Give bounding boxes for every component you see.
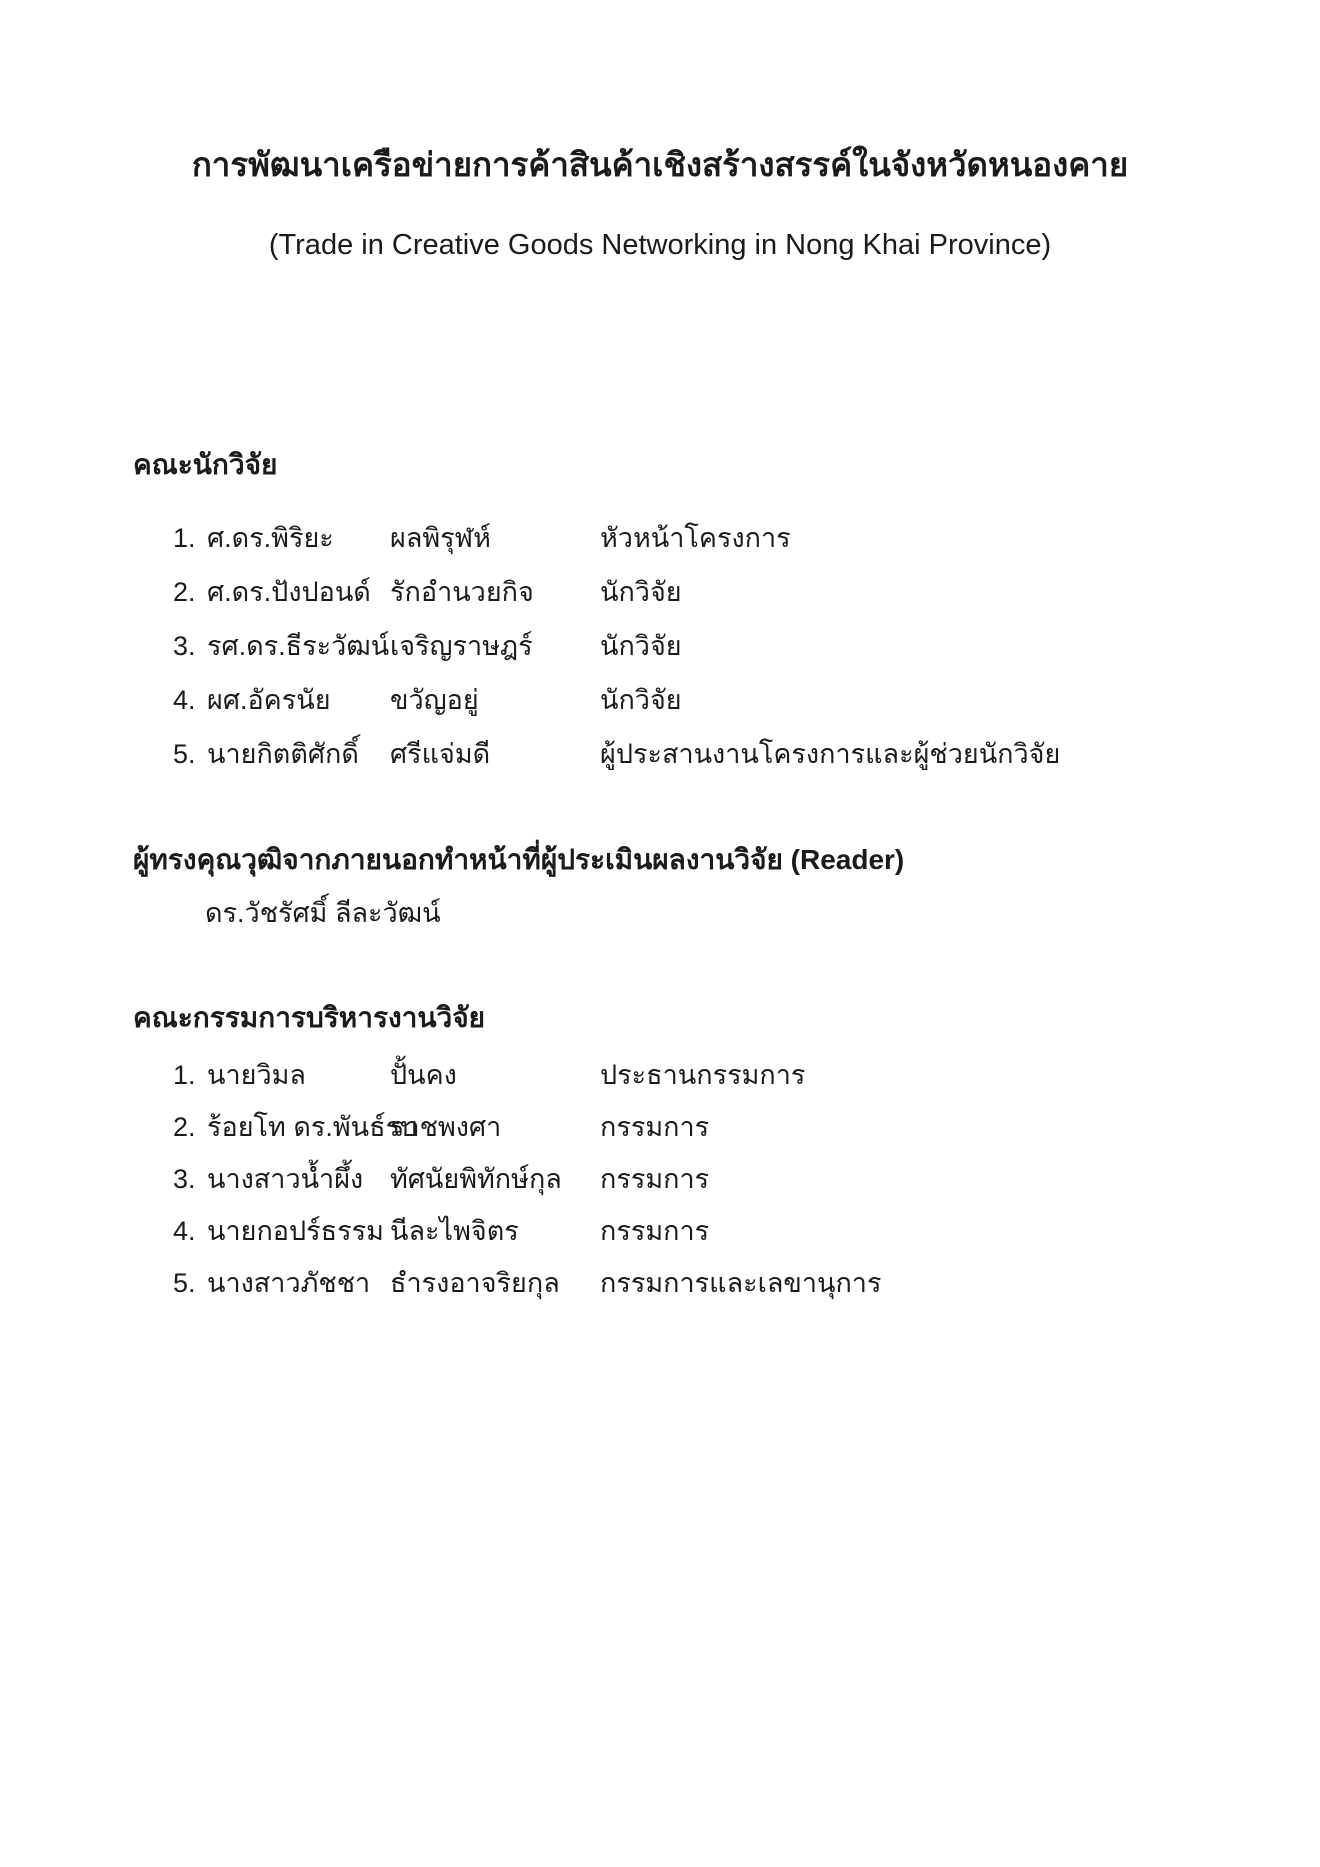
member-first-name: นางสาวภัชชา bbox=[207, 1268, 371, 1298]
row-number: 5. bbox=[173, 739, 196, 769]
research-team-list bbox=[173, 511, 1260, 781]
member-first-name: นายกิตติศักดิ์ bbox=[207, 739, 359, 769]
committee-list bbox=[173, 1049, 1260, 1309]
research-member-row-4 bbox=[173, 673, 1260, 727]
row-number: 1. bbox=[173, 1060, 196, 1090]
document-title-thai: การพัฒนาเครือข่ายการค้าสินค้าเชิงสร้างสรรค์ในจังหวัดหนองคาย bbox=[191, 146, 1129, 183]
member-last-name: เจริญราษฎร์ bbox=[390, 631, 533, 661]
row-number: 2. bbox=[173, 577, 196, 607]
member-role: นักวิจัย bbox=[600, 685, 682, 715]
member-role: กรรมการ bbox=[600, 1164, 710, 1194]
row-number: 5. bbox=[173, 1268, 196, 1298]
member-first-name: ศ.ดร.ปังปอนด์ bbox=[207, 577, 371, 607]
member-role: หัวหน้าโครงการ bbox=[600, 523, 791, 553]
member-role: ผู้ประสานงานโครงการและผู้ช่วยนักวิจัย bbox=[600, 739, 1061, 769]
research-member-row-1 bbox=[173, 511, 1260, 565]
row-number: 1. bbox=[173, 523, 196, 553]
committee-member-row-2 bbox=[173, 1101, 1260, 1153]
research-member-row-5 bbox=[173, 727, 1260, 781]
research-member-row-3 bbox=[173, 619, 1260, 673]
research-team-heading: คณะนักวิจัย bbox=[133, 449, 278, 480]
row-number: 4. bbox=[173, 1216, 196, 1246]
row-number: 2. bbox=[173, 1112, 196, 1142]
member-role: ประธานกรรมการ bbox=[600, 1060, 806, 1090]
member-last-name: ปั้นคง bbox=[390, 1060, 457, 1090]
member-first-name: ศ.ดร.พิริยะ bbox=[207, 523, 334, 553]
member-first-name: นายวิมล bbox=[207, 1060, 306, 1090]
reader-heading: ผู้ทรงคุณวุฒิจากภายนอกทำหน้าที่ผู้ประเมินผลงานวิจัย (Reader) bbox=[133, 844, 905, 875]
member-last-name: ศรีแจ่มดี bbox=[390, 739, 491, 769]
member-role: กรรมการ bbox=[600, 1112, 710, 1142]
member-first-name: ร้อยโท ดร.พันธ์รบ bbox=[207, 1112, 418, 1142]
committee-member-row-5 bbox=[173, 1257, 1260, 1309]
member-last-name: ธำรงอาจริยกุล bbox=[390, 1268, 560, 1298]
member-role: นักวิจัย bbox=[600, 631, 682, 661]
member-last-name: ทัศนัยพิทักษ์กุล bbox=[390, 1164, 562, 1194]
row-number: 3. bbox=[173, 631, 196, 661]
member-first-name: นางสาวน้ำผึ้ง bbox=[207, 1164, 364, 1194]
document-title-english: (Trade in Creative Goods Networking in Nong Khai Province) bbox=[268, 229, 1052, 261]
member-role: นักวิจัย bbox=[600, 577, 682, 607]
member-role: กรรมการ bbox=[600, 1216, 710, 1246]
committee-member-row-1 bbox=[173, 1049, 1260, 1101]
member-last-name: ขวัญอยู่ bbox=[390, 685, 479, 715]
research-member-row-2 bbox=[173, 565, 1260, 619]
member-first-name: รศ.ดร.ธีระวัฒน์ bbox=[207, 631, 390, 661]
member-last-name: นีละไพจิตร bbox=[390, 1216, 519, 1246]
committee-heading: คณะกรรมการบริหารงานวิจัย bbox=[133, 1002, 486, 1033]
committee-member-row-4 bbox=[173, 1205, 1260, 1257]
reader-name: ดร.วัชรัศมิ์ ลีละวัฒน์ bbox=[205, 898, 441, 928]
member-last-name: ราชพงศา bbox=[390, 1112, 502, 1142]
member-role: กรรมการและเลขานุการ bbox=[600, 1268, 882, 1298]
row-number: 4. bbox=[173, 685, 196, 715]
member-first-name: ผศ.อัครนัย bbox=[207, 685, 331, 715]
member-last-name: ผลพิรุฬห์ bbox=[390, 523, 491, 553]
member-first-name: นายกอปร์ธรรม bbox=[207, 1216, 384, 1246]
member-last-name: รักอำนวยกิจ bbox=[390, 577, 534, 607]
committee-member-row-3 bbox=[173, 1153, 1260, 1205]
row-number: 3. bbox=[173, 1164, 196, 1194]
